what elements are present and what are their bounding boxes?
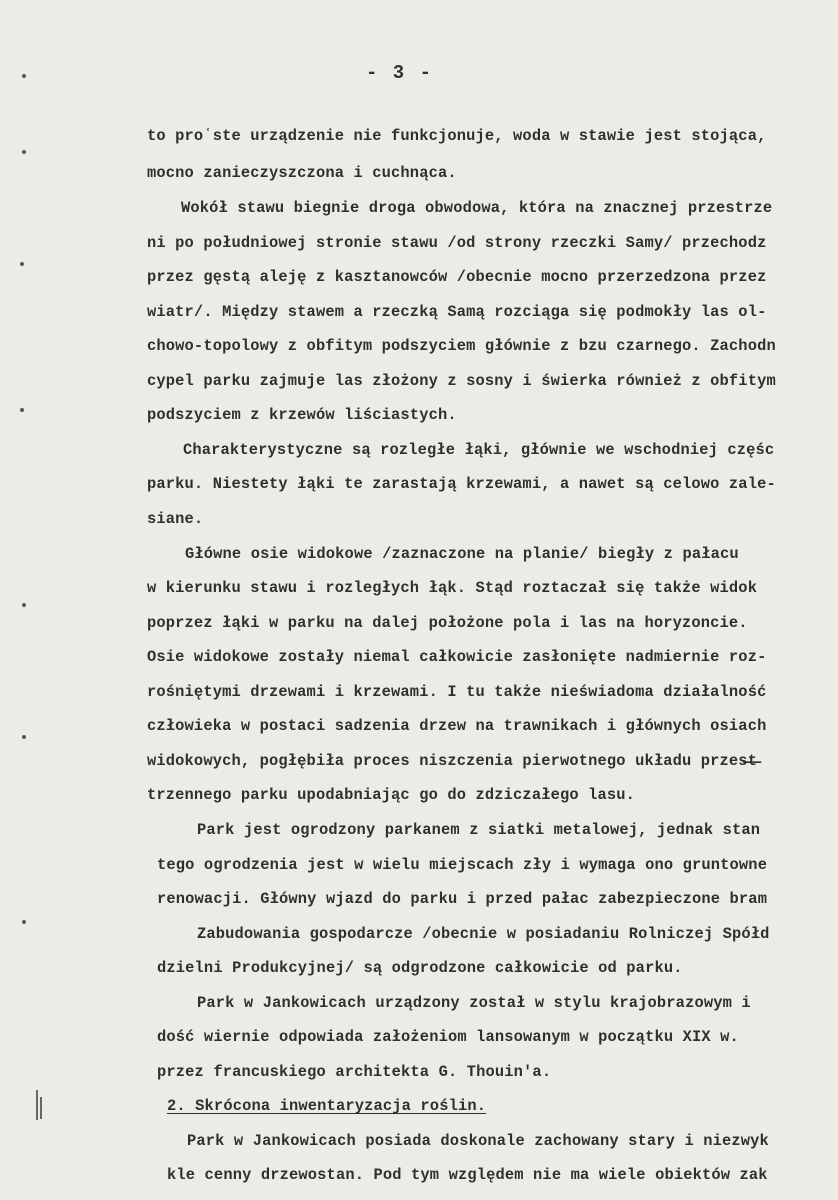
text-line: Główne osie widokowe /zaznaczone na planie/ biegły z pałacu bbox=[185, 545, 739, 563]
section-heading: 2. Skrócona inwentaryzacja roślin. bbox=[167, 1097, 487, 1115]
margin-mark bbox=[36, 1090, 38, 1120]
margin-mark bbox=[22, 74, 26, 78]
text-line: Zabudowania gospodarcze /obecnie w posiadaniu Rolniczej Spółd bbox=[197, 925, 770, 943]
text-line: to proʿste urządzenie nie funkcjonuje, woda w stawie jest stojąca, bbox=[147, 127, 767, 145]
text-line: poprzez łąki w parku na dalej położone pola i las na horyzoncie. bbox=[147, 614, 748, 632]
text-line: Park w Jankowicach urządzony został w stylu krajobrazowym i bbox=[197, 994, 751, 1012]
text-line: wiatr/. Między stawem a rzeczką Samą rozciąga się podmokły las ol- bbox=[147, 303, 767, 321]
text-line: rośniętymi drzewami i krzewami. I tu także nieświadoma działalność bbox=[147, 683, 767, 701]
text-line: widokowych, pogłębiła proces niszczenia pierwotnego układu przes̶t̶ bbox=[147, 752, 758, 770]
margin-mark bbox=[40, 1097, 42, 1119]
text-line: przez francuskiego architekta G. Thouin'a. bbox=[157, 1063, 552, 1081]
text-line: mocno zanieczyszczona i cuchnąca. bbox=[147, 164, 457, 182]
text-line: cypel parku zajmuje las złożony z sosny i świerka również z obfitym bbox=[147, 372, 776, 390]
margin-mark bbox=[20, 262, 24, 266]
text-line: chowo-topolowy z obfitym podszyciem głównie z bzu czarnego. Zachodn bbox=[147, 337, 776, 355]
text-line: dość wiernie odpowiada założeniom lansowanym w początku XIX w. bbox=[157, 1028, 739, 1046]
text-line: siane. bbox=[147, 510, 204, 528]
text-line: tego ogrodzenia jest w wielu miejscach zły i wymaga ono gruntowne bbox=[157, 856, 768, 874]
text-line: ni po południowej stronie stawu /od strony rzeczki Samy/ przechodz bbox=[147, 234, 767, 252]
text-line: podszyciem z krzewów liściastych. bbox=[147, 406, 457, 424]
text-line: Charakterystyczne są rozległe łąki, głównie we wschodniej częśc bbox=[183, 441, 775, 459]
margin-mark bbox=[22, 150, 26, 154]
text-line: przez gęstą aleję z kasztanowców /obecnie mocno przerzedzona przez bbox=[147, 268, 767, 286]
text-line: człowieka w postaci sadzenia drzew na trawnikach i głównych osiach bbox=[147, 717, 767, 735]
text-line: Park w Jankowicach posiada doskonale zachowany stary i niezwyk bbox=[187, 1132, 769, 1150]
margin-mark bbox=[22, 920, 26, 924]
margin-mark bbox=[22, 735, 26, 739]
margin-mark bbox=[22, 603, 26, 607]
text-line: renowacji. Główny wjazd do parku i przed pałac zabezpieczone bram bbox=[157, 890, 768, 908]
text-line: w kierunku stawu i rozległych łąk. Stąd roztaczał się także widok bbox=[147, 579, 758, 597]
page-number: - 3 - bbox=[366, 62, 434, 84]
margin-mark bbox=[20, 408, 24, 412]
text-line: Osie widokowe zostały niemal całkowicie zasłonięte nadmiernie roz- bbox=[147, 648, 767, 666]
text-line: kle cenny drzewostan. Pod tym względem nie ma wiele obiektów zak bbox=[167, 1166, 768, 1184]
text-line: Park jest ogrodzony parkanem z siatki metalowej, jednak stan bbox=[197, 821, 761, 839]
text-line: trzennego parku upodabniając go do zdziczałego lasu. bbox=[147, 786, 636, 804]
text-line: parku. Niestety łąki te zarastają krzewami, a nawet są celowo zale- bbox=[147, 475, 776, 493]
text-line: dzielni Produkcyjnej/ są odgrodzone całkowicie od parku. bbox=[157, 959, 683, 977]
text-line: Wokół stawu biegnie droga obwodowa, która na znacznej przestrze bbox=[181, 199, 773, 217]
